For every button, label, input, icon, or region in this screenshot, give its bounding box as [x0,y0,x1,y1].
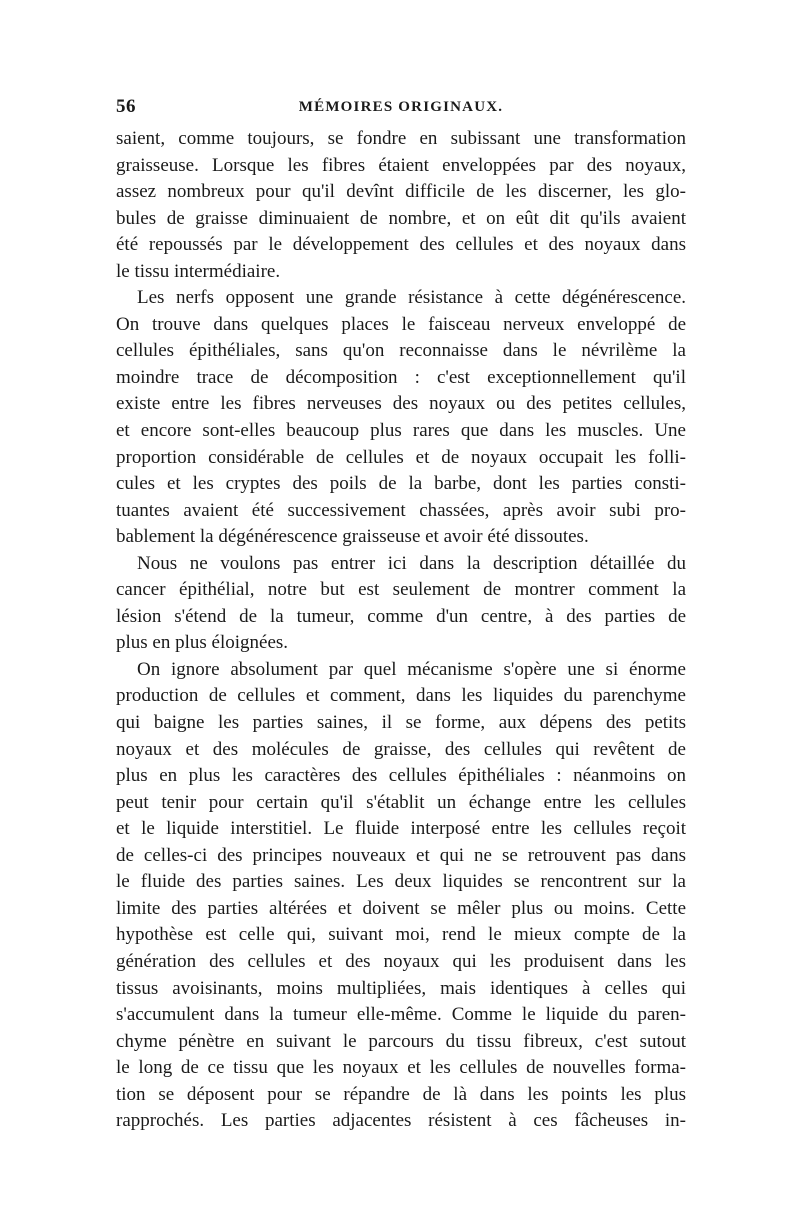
text-line: peut tenir pour certain qu'il s'établit un échange entre les cellules [116,791,686,813]
text-line: hypothèse est celle qui, suivant moi, rend le mieux compte de la [116,924,686,946]
body-text [116,126,686,1135]
text-line: le fluide des parties saines. Les deux liquides se rencontrent sur la [116,871,686,893]
text-line: cellules épithéliales, sans qu'on reconnaisse dans le névrilème la [116,340,686,362]
text-line: plus en plus éloignées. [116,632,289,654]
text-line: le long de ce tissu que les noyaux et les cellules de nouvelles forma- [116,1057,686,1079]
page-header [116,96,686,120]
text-line: été repoussés par le développement des cellules et des noyaux dans [116,234,686,256]
text-line: saient, comme toujours, se fondre en subissant une transformation [116,128,686,149]
text-line: Nous ne voulons pas entrer ici dans la description détaillée du [137,552,686,574]
text-line: Les nerfs opposent une grande résistance à cette dégénérescence. [137,287,686,309]
text-line: lésion s'étend de la tumeur, comme d'un centre, à des parties de [116,605,686,627]
text-line: On ignore absolument par quel mécanisme s'opère une si énorme [137,658,686,680]
text-line: génération des cellules et des noyaux qui les produisent dans les [116,950,686,972]
text-line: plus en plus les caractères des cellules épithéliales : néanmoins on [116,765,686,787]
text-line: bules de graisse diminuaient de nombre, et on eût dit qu'ils avaient [116,207,686,229]
text-line: rapprochés. Les parties adjacentes résistent à ces fâcheuses in- [116,1110,686,1132]
text-line: tion se déposent pour se répandre de là dans les points les plus [116,1083,686,1105]
text-line: et le liquide interstitiel. Le fluide interposé entre les cellules reçoit [116,818,686,840]
text-line: noyaux et des molécules de graisse, des cellules qui revêtent de [116,738,686,760]
text-line: existe entre les fibres nerveuses des noyaux ou des petites cellules, [116,393,686,415]
text-line: cules et les cryptes des poils de la barbe, dont les parties consti- [116,473,686,495]
text-line: tuantes avaient été successivement chassées, après avoir subi pro- [116,499,686,521]
text-line: graisseuse. Lorsque les fibres étaient enveloppées par des noyaux, [116,154,686,176]
text-line: On trouve dans quelques places le faisceau nerveux enveloppé de [116,313,686,335]
text-line: bablement la dégénérescence graisseuse et avoir été dissoutes. [116,526,589,548]
text-line: et encore sont-elles beaucoup plus rares que dans les muscles. Une [116,420,686,442]
text-line: limite des parties altérées et doivent se mêler plus ou moins. Cette [116,897,686,919]
text-line: cancer épithélial, notre but est seulement de montrer comment la [116,579,686,601]
text-line: tissus avoisinants, moins multipliées, mais identiques à celles qui [116,977,686,999]
text-line: qui baigne les parties saines, il se forme, aux dépens des petits [116,712,686,734]
text-line: chyme pénètre en suivant le parcours du tissu fibreux, c'est sutout [116,1030,686,1052]
text-line: de celles-ci des principes nouveaux et qui ne se retrouvent pas dans [116,844,686,866]
text-line: production de cellules et comment, dans les liquides du parenchyme [116,685,686,707]
text-line: assez nombreux pour qu'il devînt difficile de les discerner, les glo- [116,181,686,203]
running-head: MÉMOIRES ORIGINAUX. [298,99,504,115]
text-line: s'accumulent dans la tumeur elle-même. Comme le liquide du paren- [116,1004,686,1026]
text-line: le tissu intermédiaire. [116,260,281,282]
text-line: proportion considérable de cellules et de noyaux occupait les folli- [116,446,686,468]
page-number: 56 [116,96,136,117]
text-line: moindre trace de décomposition : c'est exceptionnellement qu'il [116,366,686,388]
